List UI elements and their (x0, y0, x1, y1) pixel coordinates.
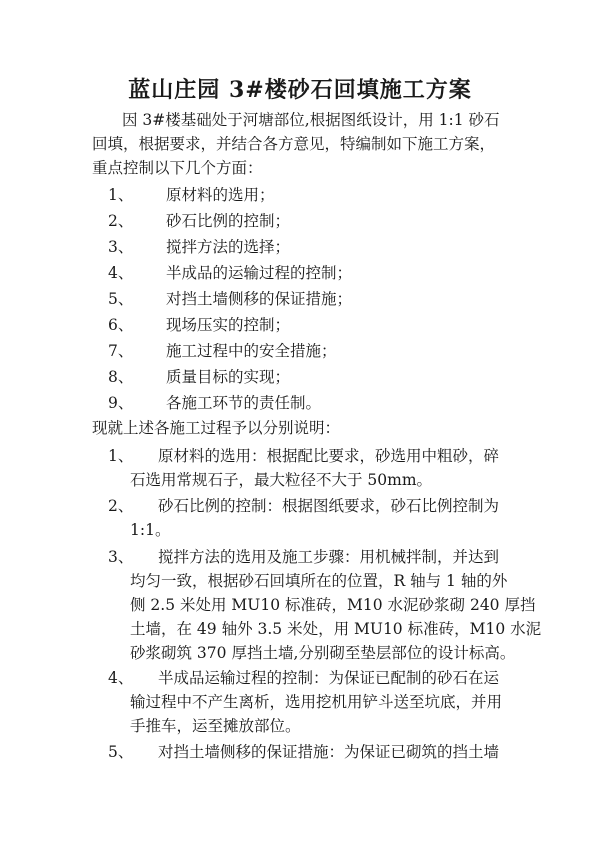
intro-line-1: 因 3#楼基础处于河塘部位,根据图纸设计，用 1:1 砂石 (122, 111, 500, 129)
list-item: 4、 半成品的运输过程的控制； (108, 264, 353, 282)
list-item: 9、 各施工环节的责任制。 (108, 394, 322, 412)
list-item: 5、 对挡土墙侧移的保证措施； (108, 290, 353, 308)
list-item: 3、 搅拌方法的选择； (108, 238, 291, 256)
section-intro: 现就上述各施工过程予以分别说明： (92, 419, 341, 437)
detail-item: 5、 对挡土墙侧移的保证措施：为保证已砌筑的挡土墙 (108, 743, 500, 761)
list-item: 8、 质量目标的实现； (108, 368, 291, 386)
list-item: 2、 砂石比例的控制； (108, 212, 291, 230)
detail-item: 3、 搅拌方法的选用及施工步骤：用机械拌制，并达到 均匀一致，根据砂石回填所在的位置，R 轴与 1 轴的外 侧 2.5 米处用 MU10 标准砖，M10 水泥砂浆砌 240 厚挡 土墙，在 49 轴外 3.5 米处，用 MU10 标准砖，M10 水泥 砂浆砌筑 370 厚挡土墙,分别砌至垫层部位的设计标高。 (108, 548, 542, 662)
detail-item: 4、 半成品运输过程的控制：为保证已配制的砂石在运 输过程中不产生离析，选用挖机用铲斗送至坑底，并用 手推车，运至摊放部位。 (108, 669, 503, 735)
document-title: 蓝山庄园 3#楼砂石回填施工方案 (128, 77, 472, 103)
list-item: 6、 现场压实的控制； (108, 316, 291, 334)
intro-line-2: 回填，根据要求，并结合各方意见，特编制如下施工方案， (92, 135, 496, 153)
detail-item: 2、 砂石比例的控制：根据图纸要求，砂石比例控制为 1:1。 (108, 497, 500, 539)
intro-line-3: 重点控制以下几个方面： (92, 159, 263, 177)
detail-item: 1、 原材料的选用：根据配比要求，砂选用中粗砂，碎 石选用常规石子，最大粒径不大于 50mm。 (108, 447, 500, 489)
list-item: 7、 施工过程中的安全措施； (108, 342, 337, 360)
list-item: 1、 原材料的选用； (108, 186, 275, 204)
